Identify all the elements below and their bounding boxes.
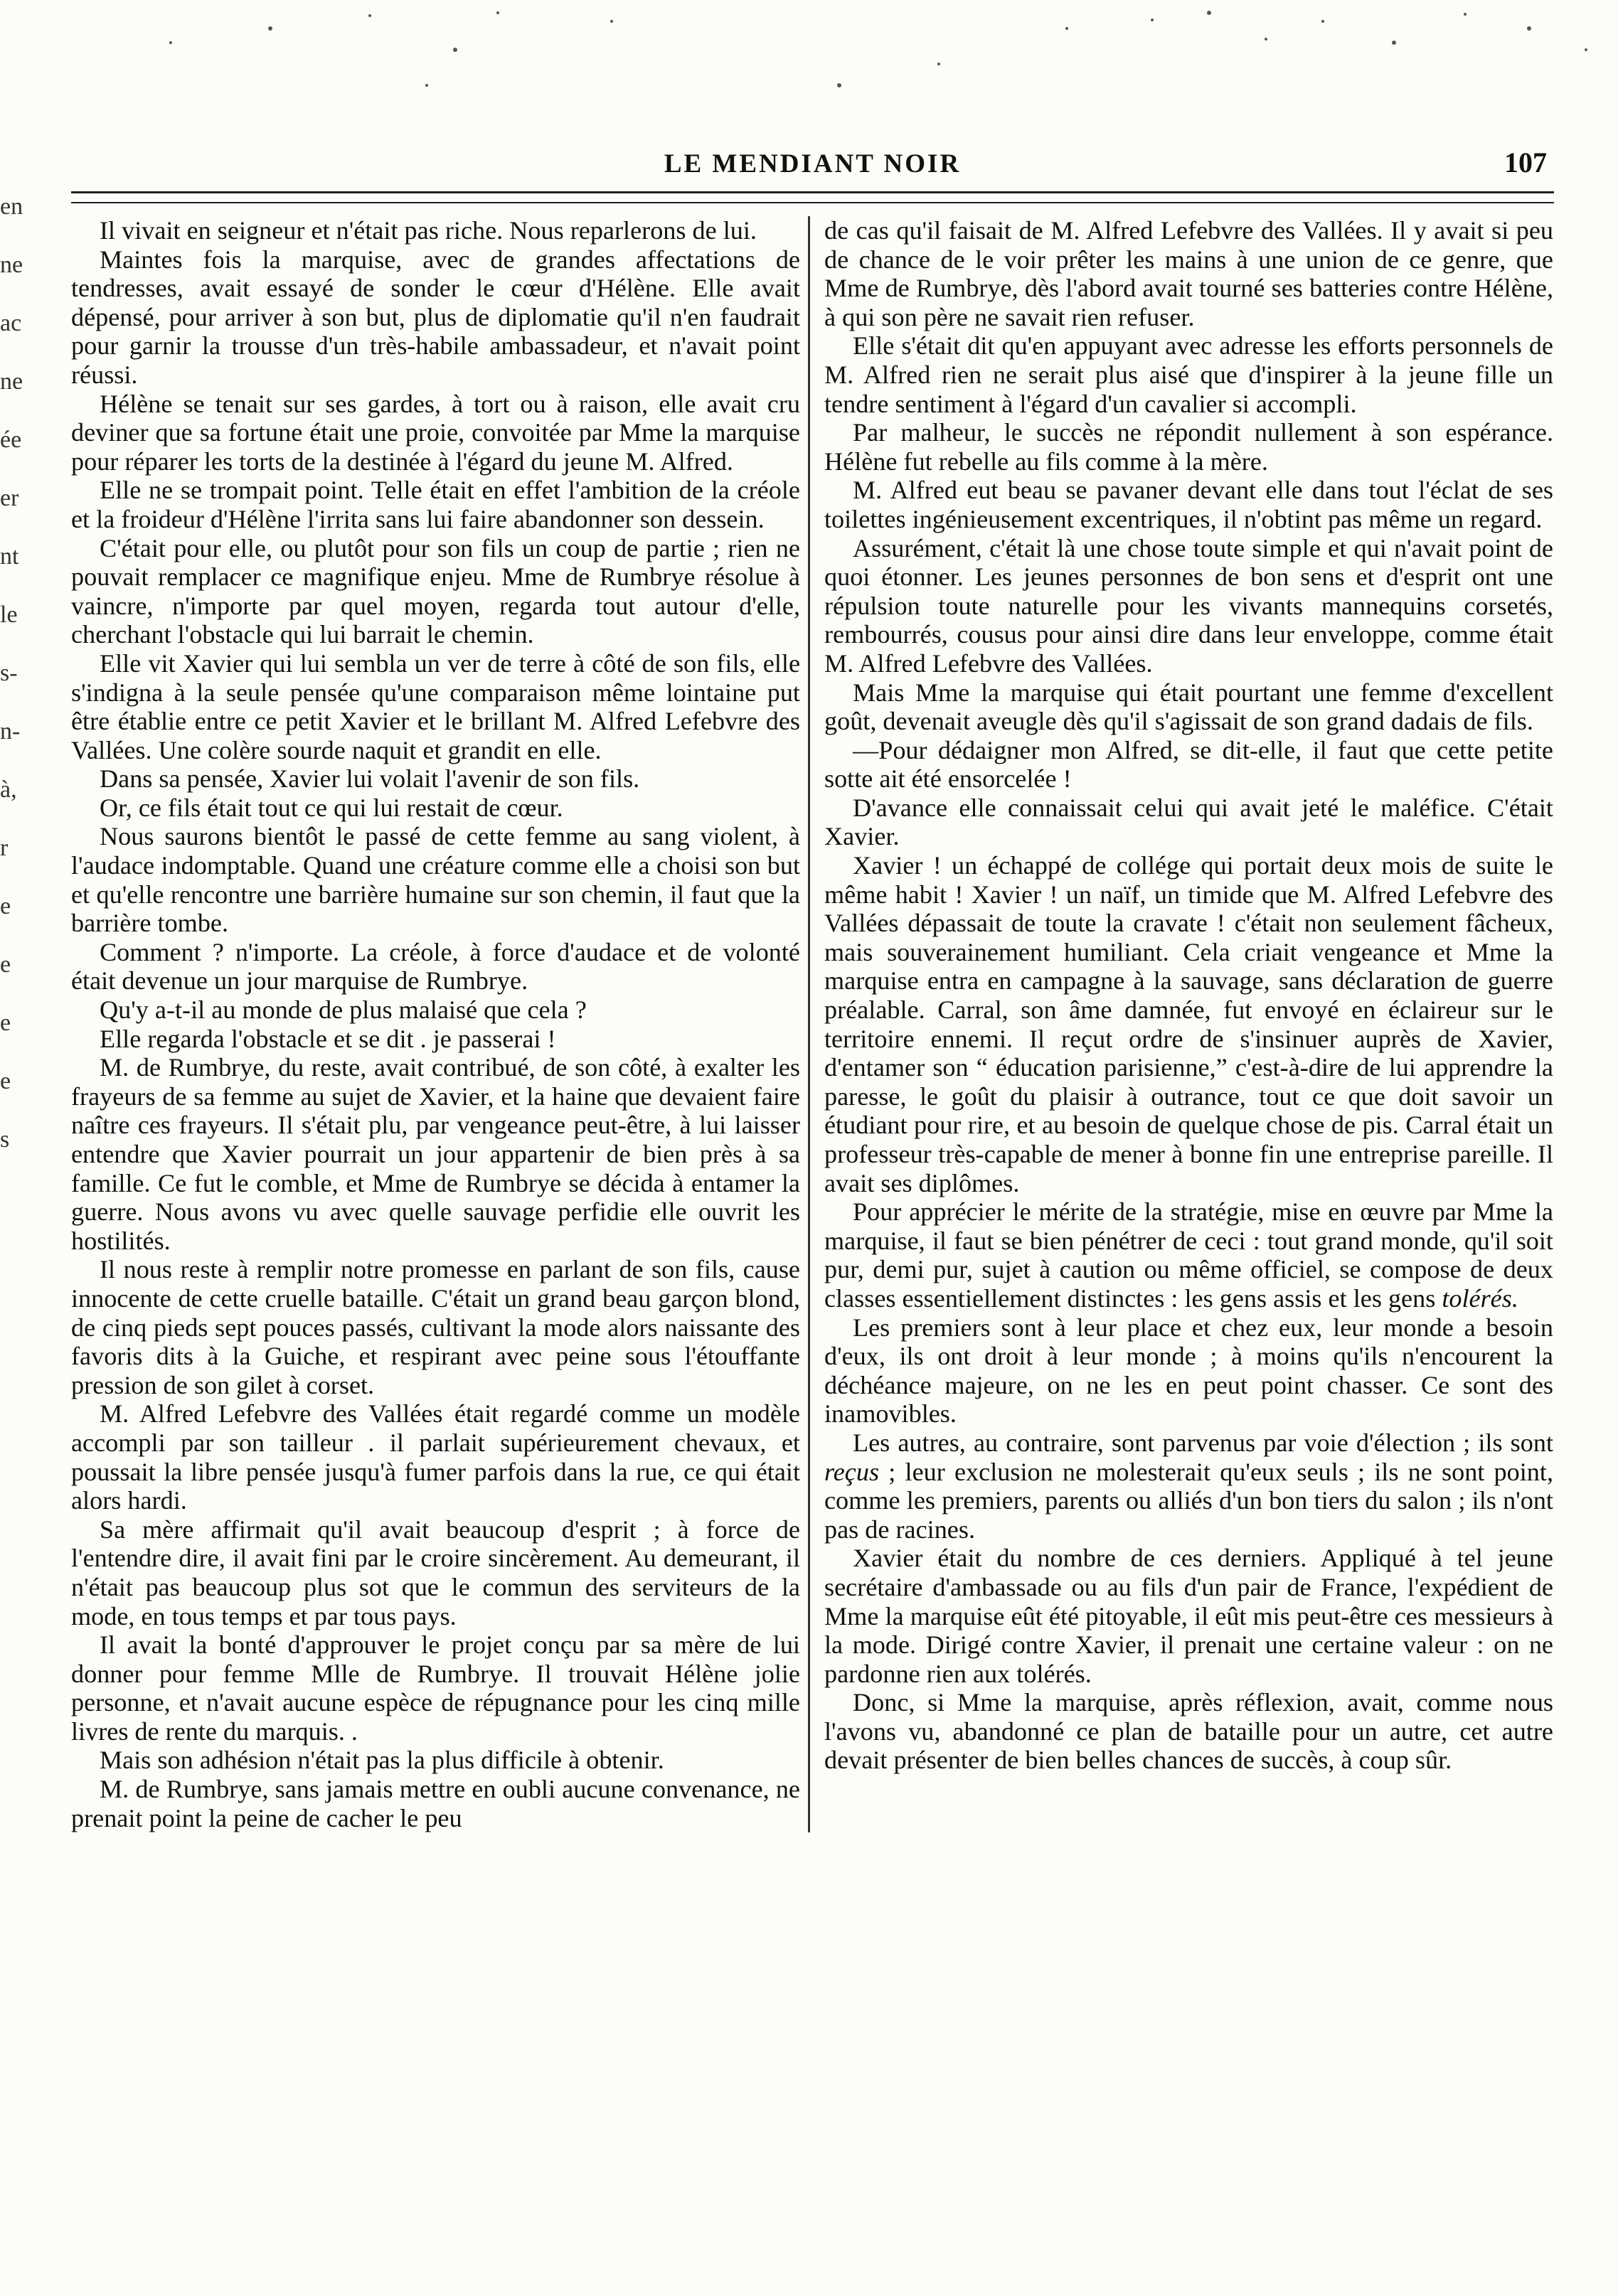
paragraph: D'avance elle connaissait celui qui avait jeté le maléfice. C'était Xavier. <box>824 793 1553 851</box>
paragraph: Mais son adhésion n'était pas la plus difficile à obtenir. <box>100 1746 664 1775</box>
margin-fragment: er <box>0 485 19 511</box>
paragraph: C'était pour elle, ou plutôt pour son fils un coup de partie ; rien ne pouvait remplacer ce magnifique enjeu. Mme de Rumbrye résolue à vaincre, n'importe par quel moyen, regarda tout autour d'elle, cherchant l'obstacle qui lui barrait le chemin. <box>71 533 800 649</box>
margin-fragment: nt <box>0 543 19 570</box>
paragraph: Assurément, c'était là une chose toute simple et qui n'avait point de quoi étonner. Les jeunes personnes de bon sens et d'esprit ont une répulsion toute naturelle pour les vivants mannequins corsetés, rembourrés, cousus pour ainsi dire dans leur enveloppe, comme était M. Alfred Lefebvre des Vallées. <box>824 533 1553 678</box>
paragraph: Les premiers sont à leur place et chez eux, leur monde a besoin d'eux, ils ont droit à leur monde ; à moins qu'ils n'encourent la déchéance majeure, on ne les en peut point chasser. Ce sont des inamovibles. <box>824 1313 1553 1429</box>
italic-word: tolérés. <box>1442 1283 1518 1313</box>
paragraph: Il vivait en seigneur et n'était pas riche. Nous reparlerons de lui. <box>100 216 757 245</box>
paragraph: Maintes fois la marquise, avec de grandes affectations de tendresses, avait essayé de sonder le cœur d'Hélène. Elle avait dépensé, pour arriver à son but, plus de diplomatie qu'il n'en faudrait pour garnir la trousse d'un très-habile ambassadeur, et n'avait point réussi. <box>71 245 800 389</box>
paragraph: Sa mère affirmait qu'il avait beaucoup d'esprit ; à force de l'entendre dire, il avait fini par le croire sincèrement. Au demeurant, il n'était pas beaucoup plus sot que le commun des serviteurs de la mode, en tous temps et par tous pays. <box>71 1515 800 1630</box>
paragraph: Elle regarda l'obstacle et se dit . je passerai ! <box>100 1024 556 1053</box>
paragraph: de cas qu'il faisait de M. Alfred Lefebvre des Vallées. Il y avait si peu de chance de le voir prêter les mains à une union de ce genre, que Mme de Rumbrye, dès l'abord avait tourné ses batteries contre Hélène, à qui son père ne savait rien refuser. <box>824 216 1553 331</box>
paragraph: Qu'y a-t-il au monde de plus malaisé que cela ? <box>100 995 587 1025</box>
margin-fragment: ac <box>0 310 22 336</box>
margin-fragment: ne <box>0 368 23 395</box>
paragraph: Dans sa pensée, Xavier lui volait l'avenir de son fils. <box>100 764 640 794</box>
paragraph: Elle s'était dit qu'en appuyant avec adresse les efforts personnels de M. Alfred rien ne serait plus aisé que d'inspirer à la jeune fille un tendre sentiment à l'égard d'un cavalier si accompli. <box>824 331 1553 418</box>
margin-fragment: n- <box>0 718 21 744</box>
left-column <box>71 216 808 1832</box>
book-page <box>71 139 1554 1832</box>
margin-fragment: à, <box>0 776 17 803</box>
text-columns <box>71 216 1554 1832</box>
paragraph: Pour apprécier le mérite de la stratégie, mise en œuvre par Mme la marquise, il faut se bien pénétrer de ceci : tout grand monde, qu'il soit pur, demi pur, sujet à caution ou même officiel, se compose de deux classes essentiellement distinctes : les gens assis et les gens tolérés. <box>824 1197 1553 1313</box>
paragraph: Or, ce fils était tout ce qui lui restait de cœur. <box>100 793 563 822</box>
paragraph: M. Alfred eut beau se pavaner devant elle dans tout l'éclat de ses toilettes ingénieusement excentriques, il n'obtint pas même un regard. <box>824 476 1553 533</box>
paragraph: Nous saurons bientôt le passé de cette femme au sang violent, à l'audace indomptable. Quand une créature comme elle a choisi son but et qu'elle rencontre une barrière humaine sur son chemin, il faut que la barrière tombe. <box>71 822 800 938</box>
paragraph: M. Alfred Lefebvre des Vallées était regardé comme un modèle accompli par son tailleur . il parlait supérieurement chevaux, et poussait la libre pensée jusqu'à fumer parfois dans la rue, ce qui était alors hardi. <box>71 1399 800 1515</box>
paragraph: Xavier ! un échappé de collége qui portait deux mois de suite le même habit ! Xavier ! un naïf, un timide que M. Alfred Lefebvre des Vallées dépassait de toute la cravate ! c'était non seulement fâcheux, mais souverainement humiliant. Cela criait vengeance et Mme la marquise entra en campagne à la sauvage, sans déclaration de guerre préalable. Carral, son âme damnée, fut envoyé en éclaireur sur le territoire ennemi. Il reçut ordre de s'insinuer auprès de Xavier, d'entamer son “ éducation parisienne,” c'est-à-dire de lui apprendre la paresse, le goût du plaisir à outrance, tout ce que doit savoir un étudiant pour rire, et au besoin de quelque chose de pis. Carral était un professeur très-capable de mener à bonne fin une entreprise pareille. Il avait ses diplômes. <box>824 851 1553 1197</box>
paragraph: Hélène se tenait sur ses gardes, à tort ou à raison, elle avait cru deviner que sa fortune était une proie, convoitée par Mme la marquise pour réparer les torts de la destinée à l'égard du jeune M. Alfred. <box>71 389 800 476</box>
paragraph: Il avait la bonté d'approuver le projet conçu par sa mère de lui donner pour femme Mlle de Rumbrye. Il trouvait Hélène jolie personne, et n'avait aucune espèce de répugnance pour les cinq mille livres de rente du marquis. . <box>71 1630 800 1746</box>
margin-fragment: le <box>0 602 18 628</box>
running-header <box>71 139 1554 181</box>
italic-word: reçus <box>824 1457 880 1486</box>
paragraph: Donc, si Mme la marquise, après réflexion, avait, comme nous l'avons vu, abandonné ce plan de bataille pour un autre, cet autre devait présenter de bien belles chances de succès, à coup sûr. <box>824 1688 1553 1775</box>
paragraph: Par malheur, le succès ne répondit nullement à son espérance. Hélène fut rebelle au fils comme à la mère. <box>824 418 1553 476</box>
paragraph: M. de Rumbrye, du reste, avait contribué, de son côté, à exalter les frayeurs de sa femme au sujet de Xavier, et la haine que devaient faire naître ces frayeurs. Il s'était plu, par vengeance peut-être, à lui laisser entendre que Xavier pourrait un jour appartenir de bien près à sa famille. Ce fut le comble, et Mme de Rumbrye se décida à entamer la guerre. Nous avons vu avec quelle sauvage perfidie elle ouvrit les hostilités. <box>71 1053 800 1255</box>
margin-fragment: e <box>0 951 11 978</box>
print-specks <box>0 0 1618 142</box>
right-column <box>810 216 1553 1832</box>
margin-fragment: ne <box>0 252 23 278</box>
paragraph: —Pour dédaigner mon Alfred, se dit-elle, il faut que cette petite sotte ait été ensorcelée ! <box>824 735 1553 794</box>
margin-fragment: e <box>0 1010 11 1036</box>
paragraph: Elle ne se trompait point. Telle était en effet l'ambition de la créole et la froideur d'Hélène l'irrita sans lui faire abandonner son dessein. <box>71 476 800 533</box>
margin-fragment: r <box>0 835 9 861</box>
running-title: LE MENDIANT NOIR <box>664 149 962 178</box>
paragraph: M. de Rumbrye, sans jamais mettre en oubli aucune convenance, ne prenait point la peine de cacher le peu <box>71 1775 800 1832</box>
header-double-rule <box>71 191 1554 203</box>
paragraph: Il nous reste à remplir notre promesse en parlant de son fils, cause innocente de cette cruelle bataille. C'était un grand beau garçon blond, de cinq pieds sept pouces passés, cultivant la mode alors naissante des favoris dits à la Guiche, et respirant avec peine sous l'étouffante pression de son gilet à corset. <box>71 1255 800 1399</box>
paragraph: Mais Mme la marquise qui était pourtant une femme d'excellent goût, devenait aveugle dès qu'il s'agissait de son grand dadais de fils. <box>824 678 1553 736</box>
paragraph: Elle vit Xavier qui lui sembla un ver de terre à côté de son fils, elle s'indigna à la seule pensée qu'une comparaison même lointaine put être établie entre ce petit Xavier et le brillant M. Alfred Lefebvre des Vallées. Une colère sourde naquit et grandit en elle. <box>71 648 800 764</box>
margin-fragment: s- <box>0 660 18 686</box>
margin-fragment: ée <box>0 427 22 453</box>
margin-fragment: en <box>0 193 23 220</box>
adjacent-page-fragments <box>0 178 28 1244</box>
page-number: 107 <box>1504 146 1547 178</box>
margin-fragment: e <box>0 1068 11 1094</box>
paragraph: Xavier était du nombre de ces derniers. Appliqué à tel jeune secrétaire d'ambassade ou au fils d'un pair de France, l'expédient de Mme la marquise eût été pitoyable, il eût mis peut-être ces messieurs à la mode. Dirigé contre Xavier, il prenait une certaine valeur : on ne pardonne rien aux tolérés. <box>824 1544 1553 1688</box>
paragraph: Les autres, au contraire, sont parvenus par voie d'élection ; ils sont reçus ; leur exclusion ne molesterait qu'eux seuls ; ils ne sont point, comme les premiers, parents ou alliés d'un bon tiers du salon ; ils n'ont pas de racines. <box>824 1428 1553 1544</box>
margin-fragment: e <box>0 893 11 919</box>
paragraph: Comment ? n'importe. La créole, à force d'audace et de volonté était devenue un jour marquise de Rumbrye. <box>71 937 800 995</box>
margin-fragment: s <box>0 1126 10 1153</box>
